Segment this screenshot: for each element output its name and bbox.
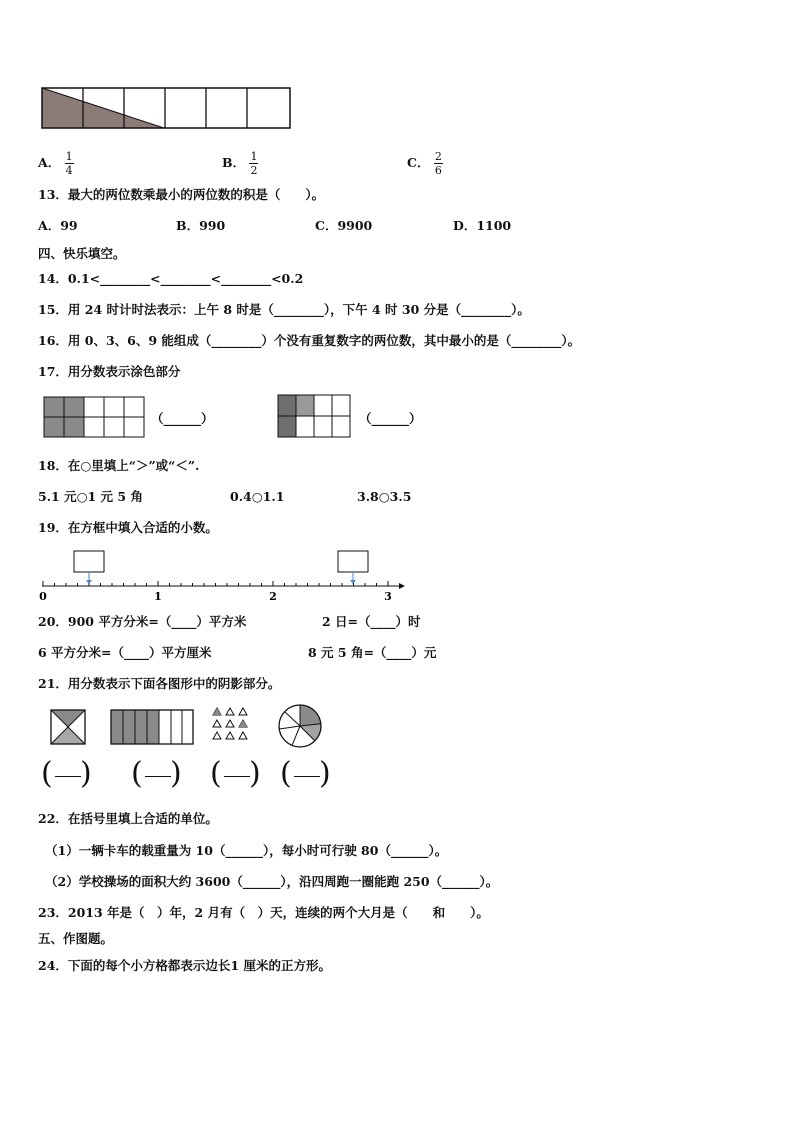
- q17-answer-blank-2[interactable]: （______）: [359, 411, 422, 426]
- q19-number-line: [35, 548, 410, 603]
- q17-grid-1: [44, 397, 144, 439]
- q19-tick-label-1: 1: [154, 590, 162, 603]
- q12-option-c-fraction: $\frac{2}{6}$: [434, 150, 442, 177]
- q19-answer-box-2: [338, 551, 368, 572]
- q12-option-c[interactable]: [407, 150, 443, 177]
- q13-option-c[interactable]: C．9900: [315, 218, 373, 233]
- q21-figure-triangles: [213, 708, 253, 742]
- q20-item-1: 20．900 平方分米=（____）平方米: [38, 614, 247, 629]
- q13-option-a[interactable]: A．99: [38, 218, 78, 233]
- q12-option-a-fraction: $\frac{1}{4}$: [65, 150, 73, 177]
- q18-item-2: 0.4○1.1: [230, 489, 285, 504]
- q13-option-b[interactable]: B．990: [176, 218, 226, 233]
- q15-question: 15．用 24 时计时法表示：上午 8 时是（________），下午 4 时 30 分是（________）。: [38, 302, 530, 317]
- q19-answer-box-1: [74, 551, 104, 572]
- q19-tick-label-2: 2: [269, 590, 277, 603]
- q18-question: 18．在○里填上“＞”或“＜”.: [38, 458, 200, 473]
- q13-question: 13．最大的两位数乘最小的两位数的积是（ ）。: [38, 187, 325, 202]
- q21-question: 21．用分数表示下面各图形中的阴影部分。: [38, 676, 281, 691]
- q20-item-2: 2 日=（____）时: [322, 614, 421, 629]
- q19-tick-label-0: 0: [39, 590, 47, 603]
- q12-strip-figure: [41, 87, 291, 129]
- q21-figure-square-triangles: [51, 710, 87, 746]
- q12-option-a[interactable]: [38, 150, 74, 177]
- q17-grid-2: [278, 395, 352, 439]
- q12-option-b[interactable]: [222, 150, 258, 177]
- q12-option-b-label: B．: [222, 155, 246, 170]
- q13-option-d[interactable]: D．1100: [453, 218, 512, 233]
- section-5-heading: 五、作图题。: [38, 931, 114, 946]
- q12-option-c-label: C．: [407, 155, 430, 170]
- q22-item-2: （2）学校操场的面积大约 3600（______），沿四周跑一圈能跑 250（______）。: [45, 874, 499, 889]
- q21-figure-circle: [278, 704, 322, 748]
- q20-item-4: 8 元 5 角=（____）元: [308, 645, 437, 660]
- section-4-heading: 四、快乐填空。: [38, 246, 126, 261]
- q17-answer-blank-1[interactable]: （______）: [151, 411, 214, 426]
- q22-question: 22．在括号里填上合适的单位。: [38, 811, 218, 826]
- q12-option-b-fraction: $\frac{1}{2}$: [250, 150, 258, 177]
- q17-question: 17．用分数表示涂色部分: [38, 364, 181, 379]
- q12-option-a-label: A．: [38, 155, 61, 170]
- q20-item-3: 6 平方分米=（____）平方厘米: [38, 645, 212, 660]
- q16-question: 16．用 0、3、6、9 能组成（________）个没有重复数字的两位数，其中最小的是（________）。: [38, 333, 581, 348]
- q24-question: 24．下面的每个小方格都表示边长1 厘米的正方形。: [38, 958, 331, 973]
- q14-question: 14．0.1<________<________<________<0.2: [38, 271, 304, 286]
- q18-item-3: 3.8○3.5: [357, 489, 412, 504]
- q19-tick-label-3: 3: [384, 590, 392, 603]
- q19-question: 19．在方框中填入合适的小数。: [38, 520, 218, 535]
- q22-item-1: （1）一辆卡车的载重量为 10（______），每小时可行驶 80（______）。: [45, 843, 448, 858]
- q23-question: 23．2013 年是（ ）年，2 月有（ ）天，连续的两个大月是（ 和 ）。: [38, 905, 489, 920]
- q18-item-1: 5.1 元○1 元 5 角: [38, 489, 143, 504]
- q21-figure-strip: [111, 710, 195, 746]
